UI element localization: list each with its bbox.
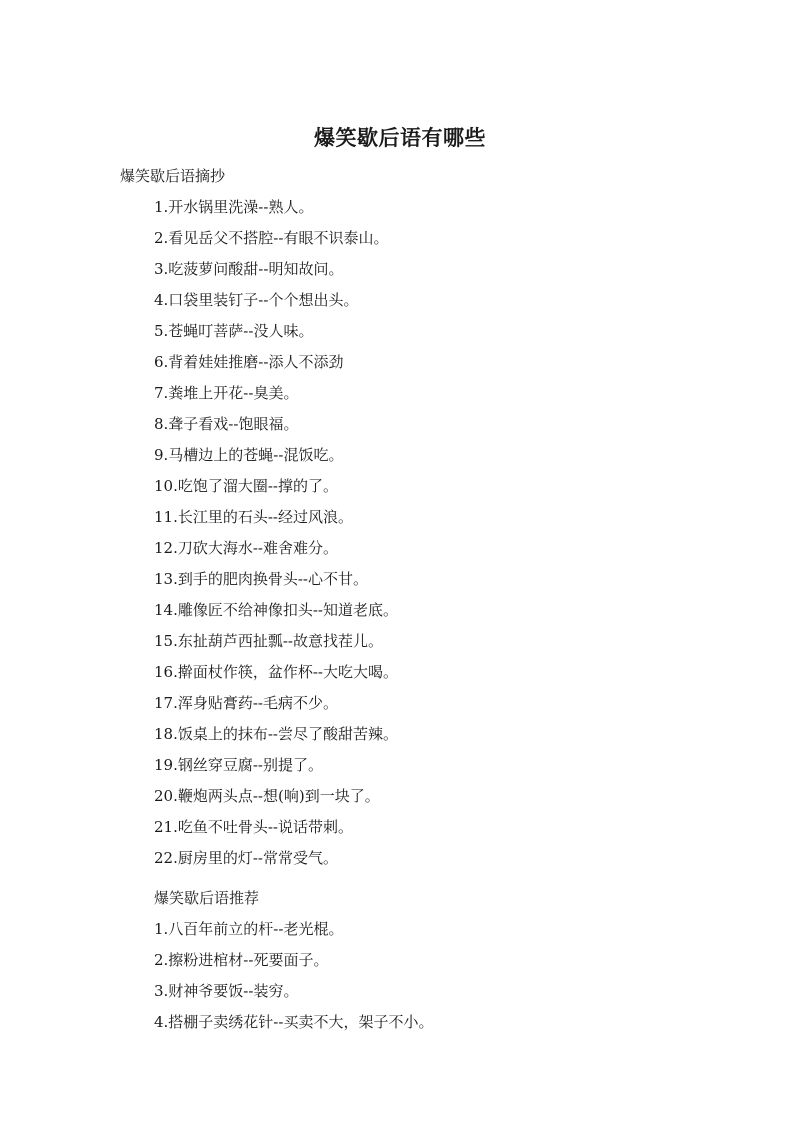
list-item: 11.长江里的石头--经过风浪。 xyxy=(154,508,353,526)
list-item: 1.八百年前立的杆--老光棍。 xyxy=(154,920,344,938)
section-heading-recommended: 爆笑歇后语推荐 xyxy=(154,889,260,907)
list-item: 21.吃鱼不吐骨头--说话带刺。 xyxy=(154,818,353,836)
list-item: 22.厨房里的灯--常常受气。 xyxy=(154,849,338,867)
list-item: 7.粪堆上开花--臭美。 xyxy=(154,384,299,402)
list-item: 3.财神爷要饭--装穷。 xyxy=(154,982,299,1000)
list-item: 3.吃菠萝问酸甜--明知故问。 xyxy=(154,260,344,278)
list-item: 2.看见岳父不搭腔--有眼不识泰山。 xyxy=(154,229,389,247)
list-item: 6.背着娃娃推磨--添人不添劲 xyxy=(154,353,344,371)
list-item: 17.浑身贴膏药--毛病不少。 xyxy=(154,694,338,712)
section-heading-excerpts: 爆笑歇后语摘抄 xyxy=(120,167,226,185)
list-item: 20.鞭炮两头点--想(响)到一块了。 xyxy=(154,787,380,805)
recommended-list xyxy=(154,918,433,1042)
list-item: 5.苍蝇叮菩萨--没人味。 xyxy=(154,322,314,340)
excerpts-list xyxy=(154,196,398,878)
list-item: 4.口袋里装钉子--个个想出头。 xyxy=(154,291,359,309)
list-item: 8.聋子看戏--饱眼福。 xyxy=(154,415,299,433)
list-item: 19.钢丝穿豆腐--别提了。 xyxy=(154,756,323,774)
list-item: 13.到手的肥肉换骨头--心不甘。 xyxy=(154,570,368,588)
list-item: 16.擀面杖作筷，盆作杯--大吃大喝。 xyxy=(154,663,398,681)
list-item: 18.饭桌上的抹布--尝尽了酸甜苦辣。 xyxy=(154,725,398,743)
list-item: 4.搭棚子卖绣花针--买卖不大，架子不小。 xyxy=(154,1013,434,1031)
list-item: 10.吃饱了溜大圈--撑的了。 xyxy=(154,477,338,495)
list-item: 2.擦粉进棺材--死要面子。 xyxy=(154,951,329,969)
list-item: 14.雕像匠不给神像扣头--知道老底。 xyxy=(154,601,398,619)
list-item: 9.马槽边上的苍蝇--混饭吃。 xyxy=(154,446,344,464)
page-title: 爆笑歇后语有哪些 xyxy=(314,126,486,150)
list-item: 1.开水锅里洗澡--熟人。 xyxy=(154,198,314,216)
list-item: 12.刀砍大海水--难舍难分。 xyxy=(154,539,338,557)
list-item: 15.东扯葫芦西扯瓢--故意找茬儿。 xyxy=(154,632,383,650)
